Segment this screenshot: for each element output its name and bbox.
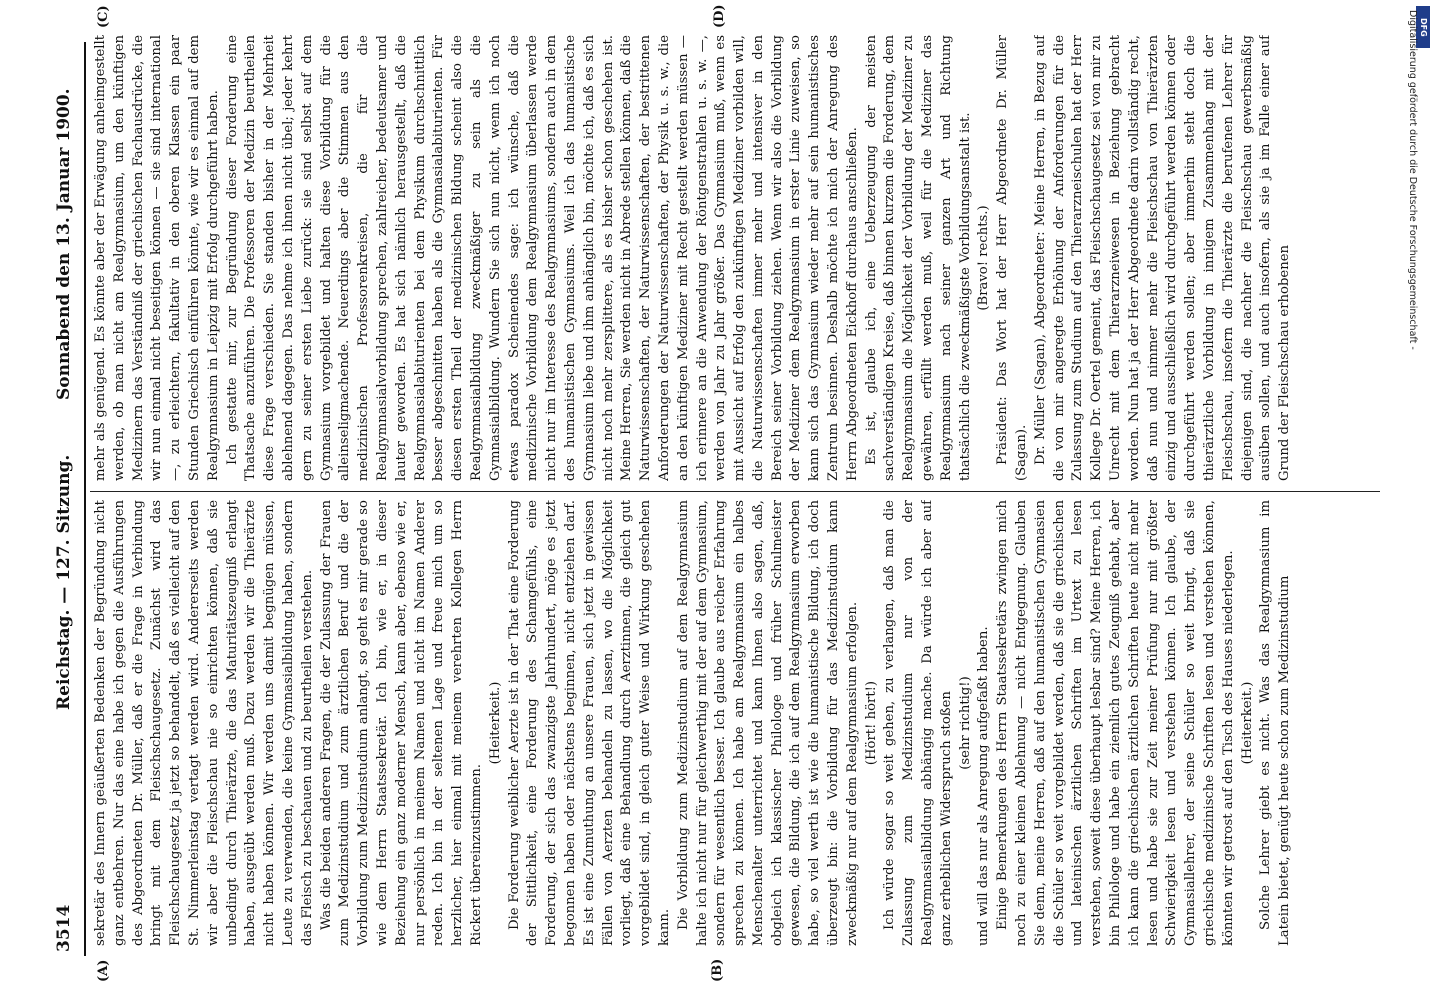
page-number: 3514 [54,904,74,952]
speaker-paragraph: Dr. Müller (Sagan), Abgeordneter: Meine Herren, in Bezug auf die von mir angeregte Erhöhung der Anforderungen für die Zulassung zum Studium auf den Thierarzneischulen hat der Herr Kollege Dr. Oertel gemeint, das Fleischschaugesetz sei von mir zu Unrecht mit dem Thierarzneiwesen in Beziehung gebracht worden. Nun hat ja der Herr Abgeordnete darin vollständig recht, daß nun und nimmer mehr die Fleischschau von Thierärzten einzig und ausschließlich wird durchgeführt werden können oder durchgeführt werden sollen; aber immerhin steht doch die thierärztliche Vorbildung in innigem Zusammenhang mit der Fleischschau, insofern die Thierärzte die berufenen Lehrer für diejenigen sind, die nachher die Fleischschau gewerbsmäßig ausüben sollen, und auch insofern, als sie ja im Falle einer auf Grund der Fleischschau erhobenen [1032,35,1293,481]
interjection: (Heiterkeit.) [1239,681,1255,765]
dfg-logo: DFG [1416,6,1430,48]
margin-marker-a: (A) [96,959,111,982]
paragraph: Ich würde sogar so weit gehen, zu verlangen, daß man die Zulassung zum Medizinstudium nur von der Realgymnasialbildung abhängig mache. Da würde ich aber auf ganz erheblichen Widerspruch stoßen [882,500,954,946]
paragraph: Solche Lehrer giebt es nicht. Was das Realgymnasium im Latein bietet, genügt heute schon zum Medizinstudium [1258,500,1293,946]
paragraph: mehr als genügend. Es könnte aber der Erwägung anheimgestellt werden, ob man nicht am Realgymnasium, um den künftigen Medizinern das Verständniß der griechischen Fachausdrücke, die wir nun einmal nicht beseitigen können — sie sind international —, zu erleichtern, fakultativ in den oberen Klassen ein paar Stunden Griechisch einführen könnte, wie wir es einmal auf dem Realgymnasium in Leipzig mit Erfolg durchgeführt haben. [93,35,221,481]
interjection: (Hört! hört!) [863,680,879,766]
paragraph: sekretär des Innern geäußerten Bedenken der Begründung nicht ganz entbehren. Nur das eine habe ich gegen die Ausführungen des Abgeordneten Dr. Müller, daß er die Frage in Verbindung bringt mit dem Fleischschaugesetz. Zunächst wird das Fleischschaugesetz ja jetzt so behandelt, daß es vielleicht auf den St. Nimmerleinstag vertagt werden wird. Andererseits werden wir aber die Fleischschau nie so einrichten können, daß sie unbedingt durch Thierärzte, die das Maturitätszeugniß erlangt haben, ausgeübt werden muß. Dazu werden wir die Thierärzte nicht haben können. Wir werden uns damit begnügen müssen, Leute zu verwenden, die keine Gymnasialbildung haben, sondern das Fleisch zu beschauen und zu beurtheilen verstehen. [93,500,315,946]
paragraph: Einige Bemerkungen des Herrn Staatssekretärs zwingen mich noch zu einer kleinen Ablehnung — nicht Entgegnung. Glauben Sie denn, meine Herren, daß auf den humanistischen Gymnasien die Schüler so weit vorgebildet werden, daß sie die griechischen und lateinischen ärztlichen Schriften im Urtext zu lesen verstehen, soweit diese überhaupt lesbar sind? Meine Herren, ich bin Philologe und habe ein ziemlich gutes Zeugniß gehabt, aber ich kann die griechischen ärztlichen Schriften heute nicht mehr lesen und habe sie zur Zeit meiner Prüfung nur mit größter Schwierigkeit lesen und verstehen können. Ich glaube, der Gymnasiallehrer, der seine Schüler so weit bringt, daß sie griechische medizinische Schriften lesen und verstehen können, könnten wir getrost auf den Tisch des Hauses niederlegen. [995,500,1236,946]
right-column [92,35,1377,481]
margin-marker-c: (C) [96,5,111,28]
paragraph: Die Vorbildung zum Medizinstudium auf dem Realgymnasium halte ich nicht nur für gleichwerthig mit der auf dem Gymnasium, sondern für wesentlich besser. Ich glaube aus reicher Erfahrung sprechen zu können. Ich habe am Realgymnasium ein halbes Menschenalter unterrichtet und kann Ihnen also sagen, daß, obgleich ich klassischer Philologe und früher Schulmeister gewesen, die Bildung, die ich auf dem Realgymnasium erworben habe, so viel werth ist wie die humanistische Bildung, ich doch überzeugt bin: die Vorbildung für das Medizinstudium kann zweckmäßig nur auf dem Realgymnasium erfolgen. [675,500,860,946]
header-rule [84,42,86,956]
interjection: (Heiterkeit.) [487,681,503,765]
paragraph: Ich gestatte mir, zur Begründung dieser Forderung eine Thatsache anzuführen. Die Professoren der Medizin beurtheilen diese Frage verschieden. Sie standen bisher in der Mehrheit ablehnend dagegen. Das nehme ich ihnen nicht übel; jeder kehrt gern zu seiner ersten Liebe zurück: sie sind selbst auf dem Gymnasium vorgebildet und halten diese Vorbildung für die alleinseligmachende. Neuerdings aber die Stimmen aus den medizinischen Professorenkreisen, die für die Realgymnasialvorbildung sprechen, zahlreicher, bedeutsamer und lauter geworden. Es hat sich nämlich herausgestellt, daß die Realgymnasialabiturienten bei dem Physikum durchschnittlich besser abgeschnitten haben als die Gymnasialabiturienten. Für diesen ersten Theil der medizinischen Bildung scheint also die Realgymnasialbildung zweckmäßiger zu sein als die Gymnasialbildung. Wundern Sie sich nun nicht, wenn ich noch etwas paradox Scheinendes sage: ich wünsche, daß die medizinische Vorbildung dem Realgymnasium überlassen werde nicht nur im Interesse des Realgymnasiums, sondern auch in dem des humanistischen Gymnasiums. Weil ich das humanistische Gymnasium liebe und ihm anhänglich bin, möchte ich, daß es sich nicht noch mehr zersplittere, als es bisher schon geschehen ist. Meine Herren, Sie werden nicht in Abrede stellen können, daß die Naturwissenschaften, der Naturwissenschaften, der bestrittenen Anforderungen der Naturwissenschaften, der Physik u. s. w., die an den künftigen Mediziner mit Recht gestellt werden müssen — ich erinnere an die Anwendung der Röntgenstrahlen u. s. w. —, werden von Jahr zu Jahr größer. Das Gymnasium muß, wenn es mit Aussicht auf Erfolg den zukünftigen Mediziner vorbilden will, die Naturwissenschaften immer mehr und intensiver in den Bereich seiner Vorbildung ziehen. Wenn wir also die Vorbildung der Mediziner dem Realgymnasium in erster Linie zuweisen, so kann sich das Gymnasium wieder mehr auf sein humanistisches Zentrum besinnen. Deshalb möchte ich mich der Anregung des Herrn Abgeordneten Eickhoff durchaus anschließen. [224,35,860,481]
column-divider [90,491,1380,492]
digitization-note: Digitalisierung gefördert durch die Deutsche Forschungsgemeinschaft - [1407,10,1418,350]
paragraph: Die Forderung weiblicher Aerzte ist in der That eine Forderung der Sittlichkeit, eine Forderung des Schamgefühls, eine Forderung, der sich das zwanzigste Jahrhundert, möge es jetzt begonnen haben oder nächstens beginnen, nicht entziehen darf. Es ist eine Zumuthung an unsere Frauen, sich jetzt in gewissen Fällen von Aerzten behandeln zu lassen, wo die Möglichkeit vorliegt, daß eine Behandlung durch Aerztinnen, die gleich gut vorgebildet sind, in gleich guter Weise und Wirkung geschehen kann. [506,500,672,946]
page-header [50,40,80,960]
margin-marker-b: (B) [710,958,725,982]
right-running-title: Sonnabend den 13. Januar 1900. [54,88,74,400]
paragraph: und will das nur als Anregung aufgefaßt haben. [976,626,992,946]
paragraph: Was die beiden anderen Fragen, die der Zulassung der Frauen zum Medizinstudium und zum ärztlichen Beruf und die der Vorbildung zum Medizinstudium anlangt, so geht es mir gerade so wie dem Herrn Staatssekretär. Ich bin, wie er, in dieser Beziehung ein ganz moderner Mensch, kann aber, ebenso wie er, nur persönlich in meinem Namen und nicht im Namen Anderer reden. Ich bin in der seltenen Lage und freue mich um so herzlicher, hier einmal mit meinem verehrten Kollegen Herrn Rickert übereinzustimmen. [318,500,484,946]
paragraph: Es ist, glaube ich, eine Ueberzeugung der meisten sachverständigen Kreise, daß binnen kurzem die Forderung, dem Realgymnasium die Möglichkeit der Vorbildung der Mediziner zu gewähren, erfüllt werden muß, weil für die Mediziner das Realgymnasium nach seiner ganzen Art und Richtung thatsächlich die zweckmäßigste Vorbildungsanstalt ist. [863,35,973,481]
interjection: (Bravo! rechts.) [976,205,992,311]
speaker-paragraph: Präsident: Das Wort hat der Herr Abgeordnete Dr. Müller (Sagan). [995,35,1030,481]
left-column [92,500,1377,946]
margin-marker-d: (D) [712,4,727,28]
interjection: (sehr richtig!) [957,676,973,770]
left-running-title: Reichstag. — 127. Sitzung. [54,454,74,710]
